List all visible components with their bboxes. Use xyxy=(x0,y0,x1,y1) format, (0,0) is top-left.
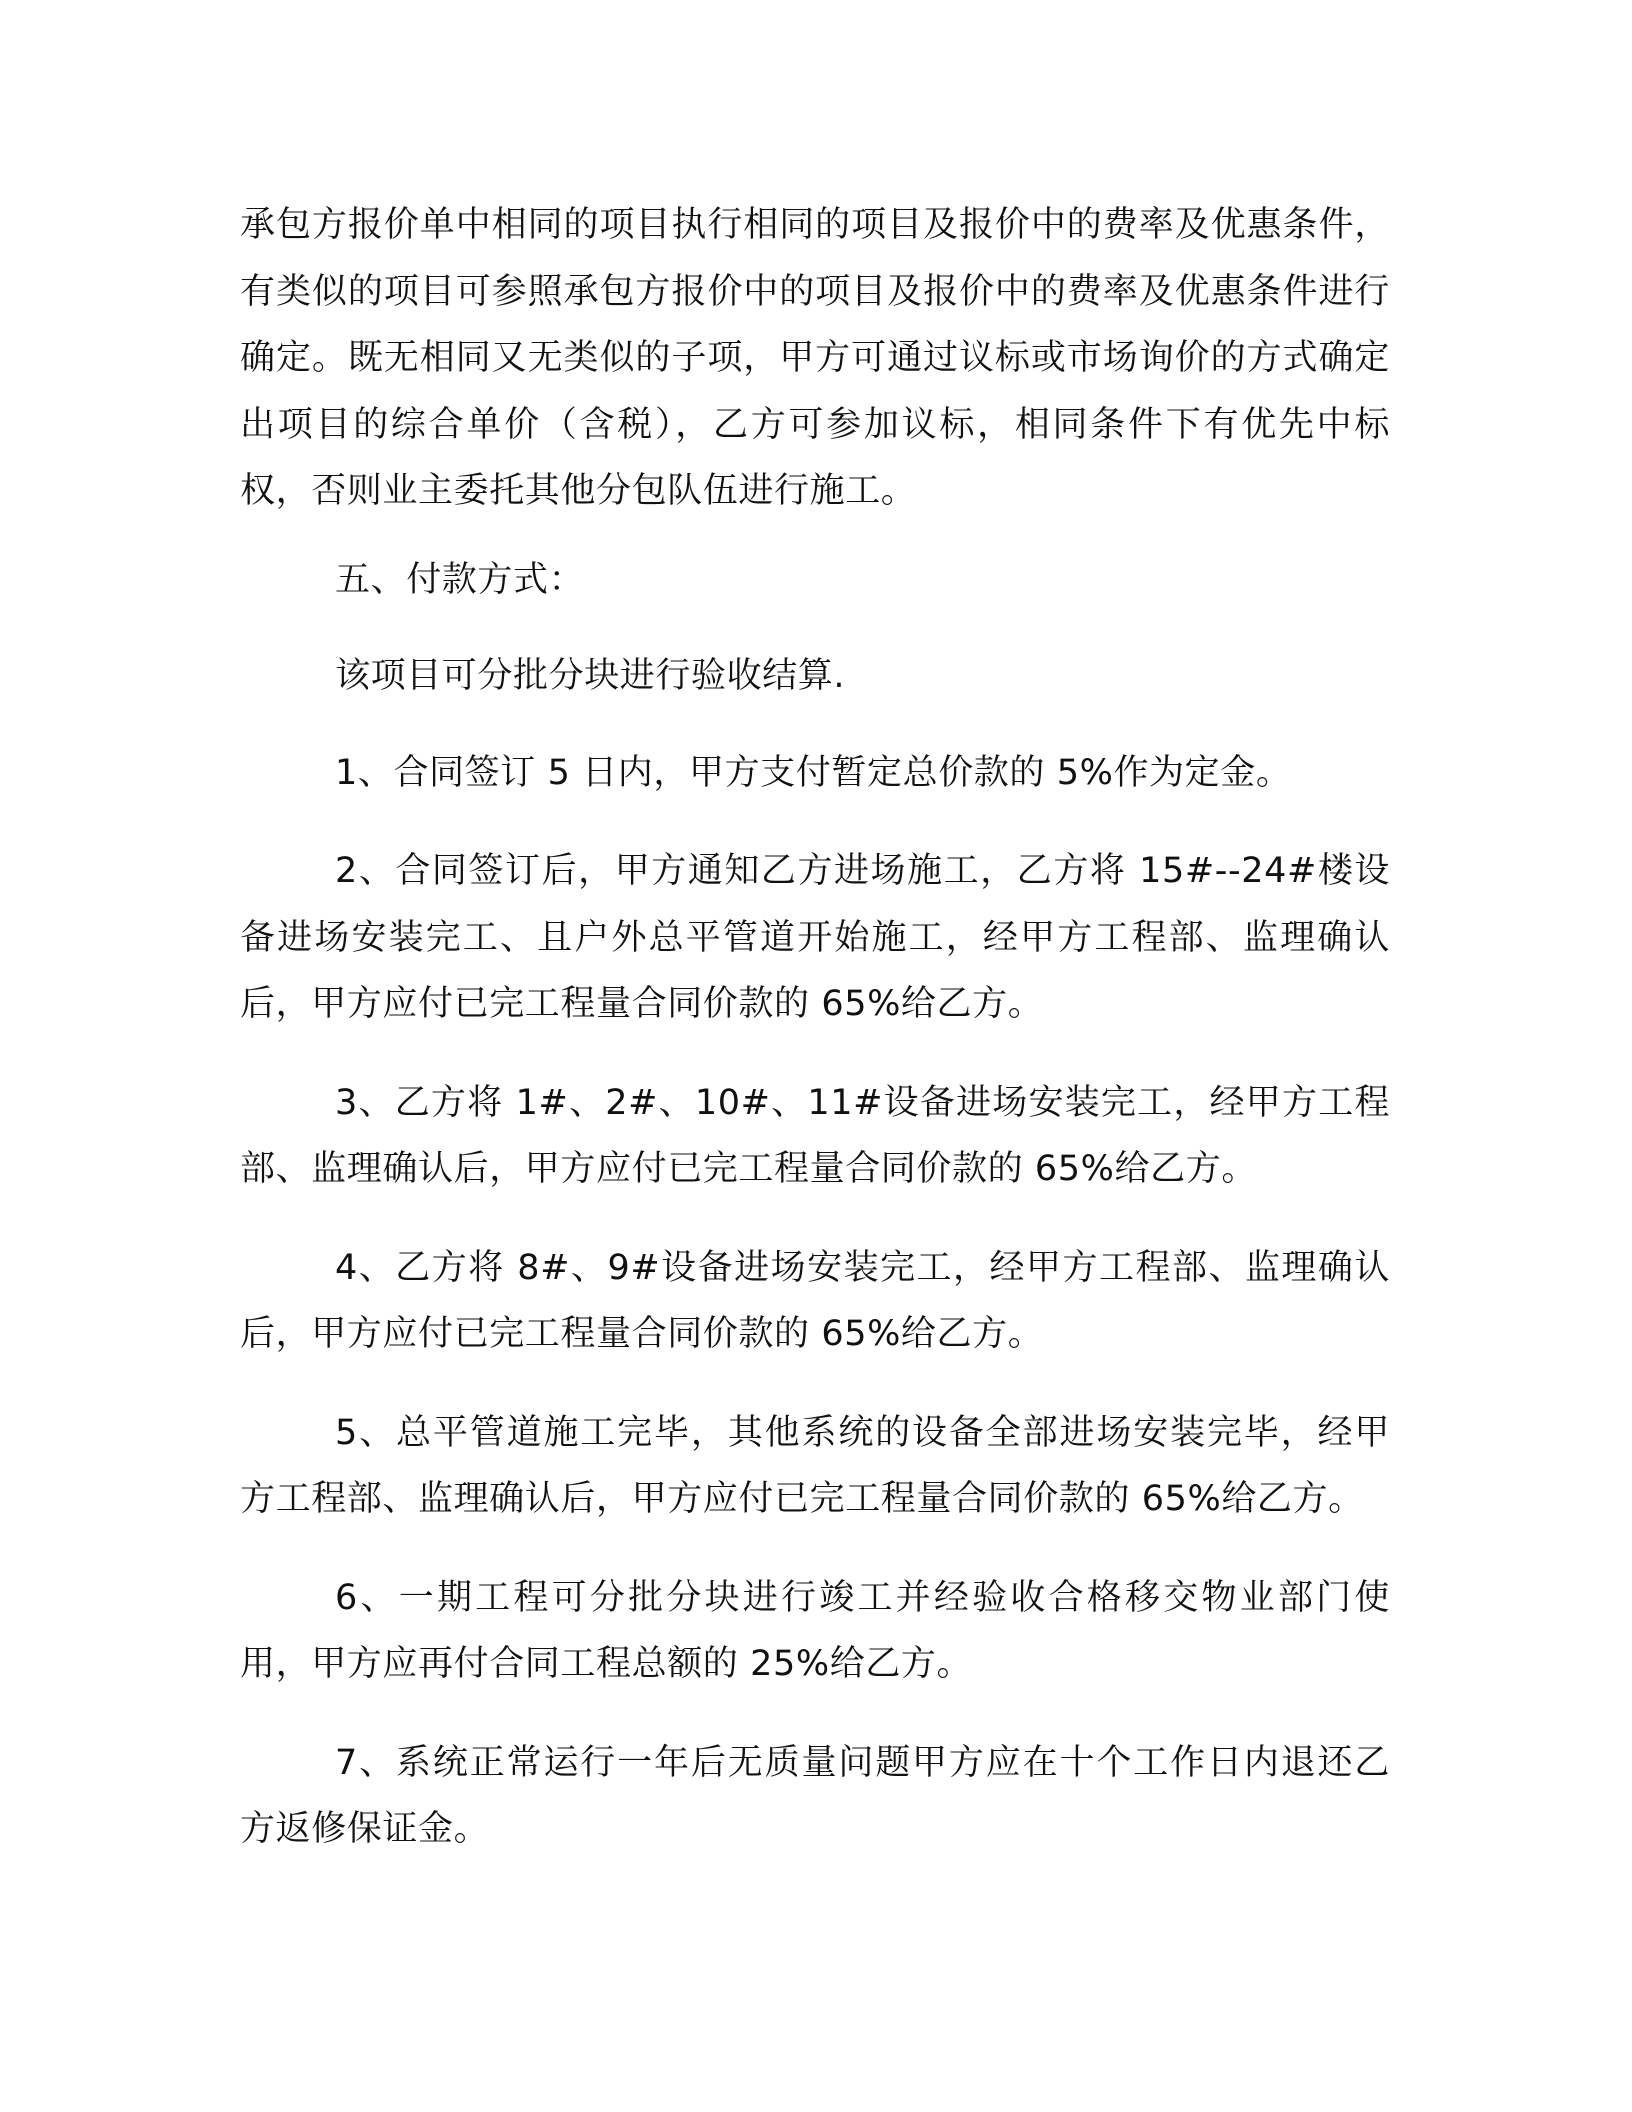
payment-clause-6: 6、一期工程可分批分块进行竣工并经验收合格移交物业部门使用，甲方应再付合同工程总额的 25%给乙方。 xyxy=(240,1577,1390,1684)
section-heading-payment-method: 五、付款方式： xyxy=(335,559,585,600)
paragraph-batch-settlement: 该项目可分批分块进行验收结算. xyxy=(335,656,846,696)
document-body xyxy=(240,192,1390,1863)
payment-clause-5: 5、总平管道施工完毕，其他系统的设备全部进场安装完毕，经甲方工程部、监理确认后，甲方应付已完工程量合同价款的 65%给乙方。 xyxy=(240,1412,1390,1519)
payment-clause-3: 3、乙方将 1#、2#、10#、11#设备进场安装完工，经甲方工程部、监理确认后，甲方应付已完工程量合同价款的 65%给乙方。 xyxy=(240,1082,1390,1189)
paragraph-pricing-terms: 承包方报价单中相同的项目执行相同的项目及报价中的费率及优惠条件，有类似的项目可参照承包方报价中的项目及报价中的费率及优惠条件进行确定。既无相同又无类似的子项，甲方可通过议标或市场询价的方式确定出项目的综合单价（含税），乙方可参加议标，相同条件下有优先中标权，否则业主委托其他分包队伍进行施工。 xyxy=(240,205,1390,511)
payment-clause-4: 4、乙方将 8#、9#设备进场安装完工，经甲方工程部、监理确认后，甲方应付已完工程量合同价款的 65%给乙方。 xyxy=(240,1247,1390,1354)
payment-clause-2: 2、合同签订后，甲方通知乙方进场施工，乙方将 15#--24#楼设备进场安装完工、且户外总平管道开始施工，经甲方工程部、监理确认后，甲方应付已完工程量合同价款的 65%给乙方。 xyxy=(240,851,1390,1024)
payment-clause-1: 1、合同签订 5 日内，甲方支付暂定总价款的 5%作为定金。 xyxy=(335,752,1292,793)
payment-clause-7: 7、系统正常运行一年后无质量问题甲方应在十个工作日内退还乙方返修保证金。 xyxy=(240,1742,1390,1849)
